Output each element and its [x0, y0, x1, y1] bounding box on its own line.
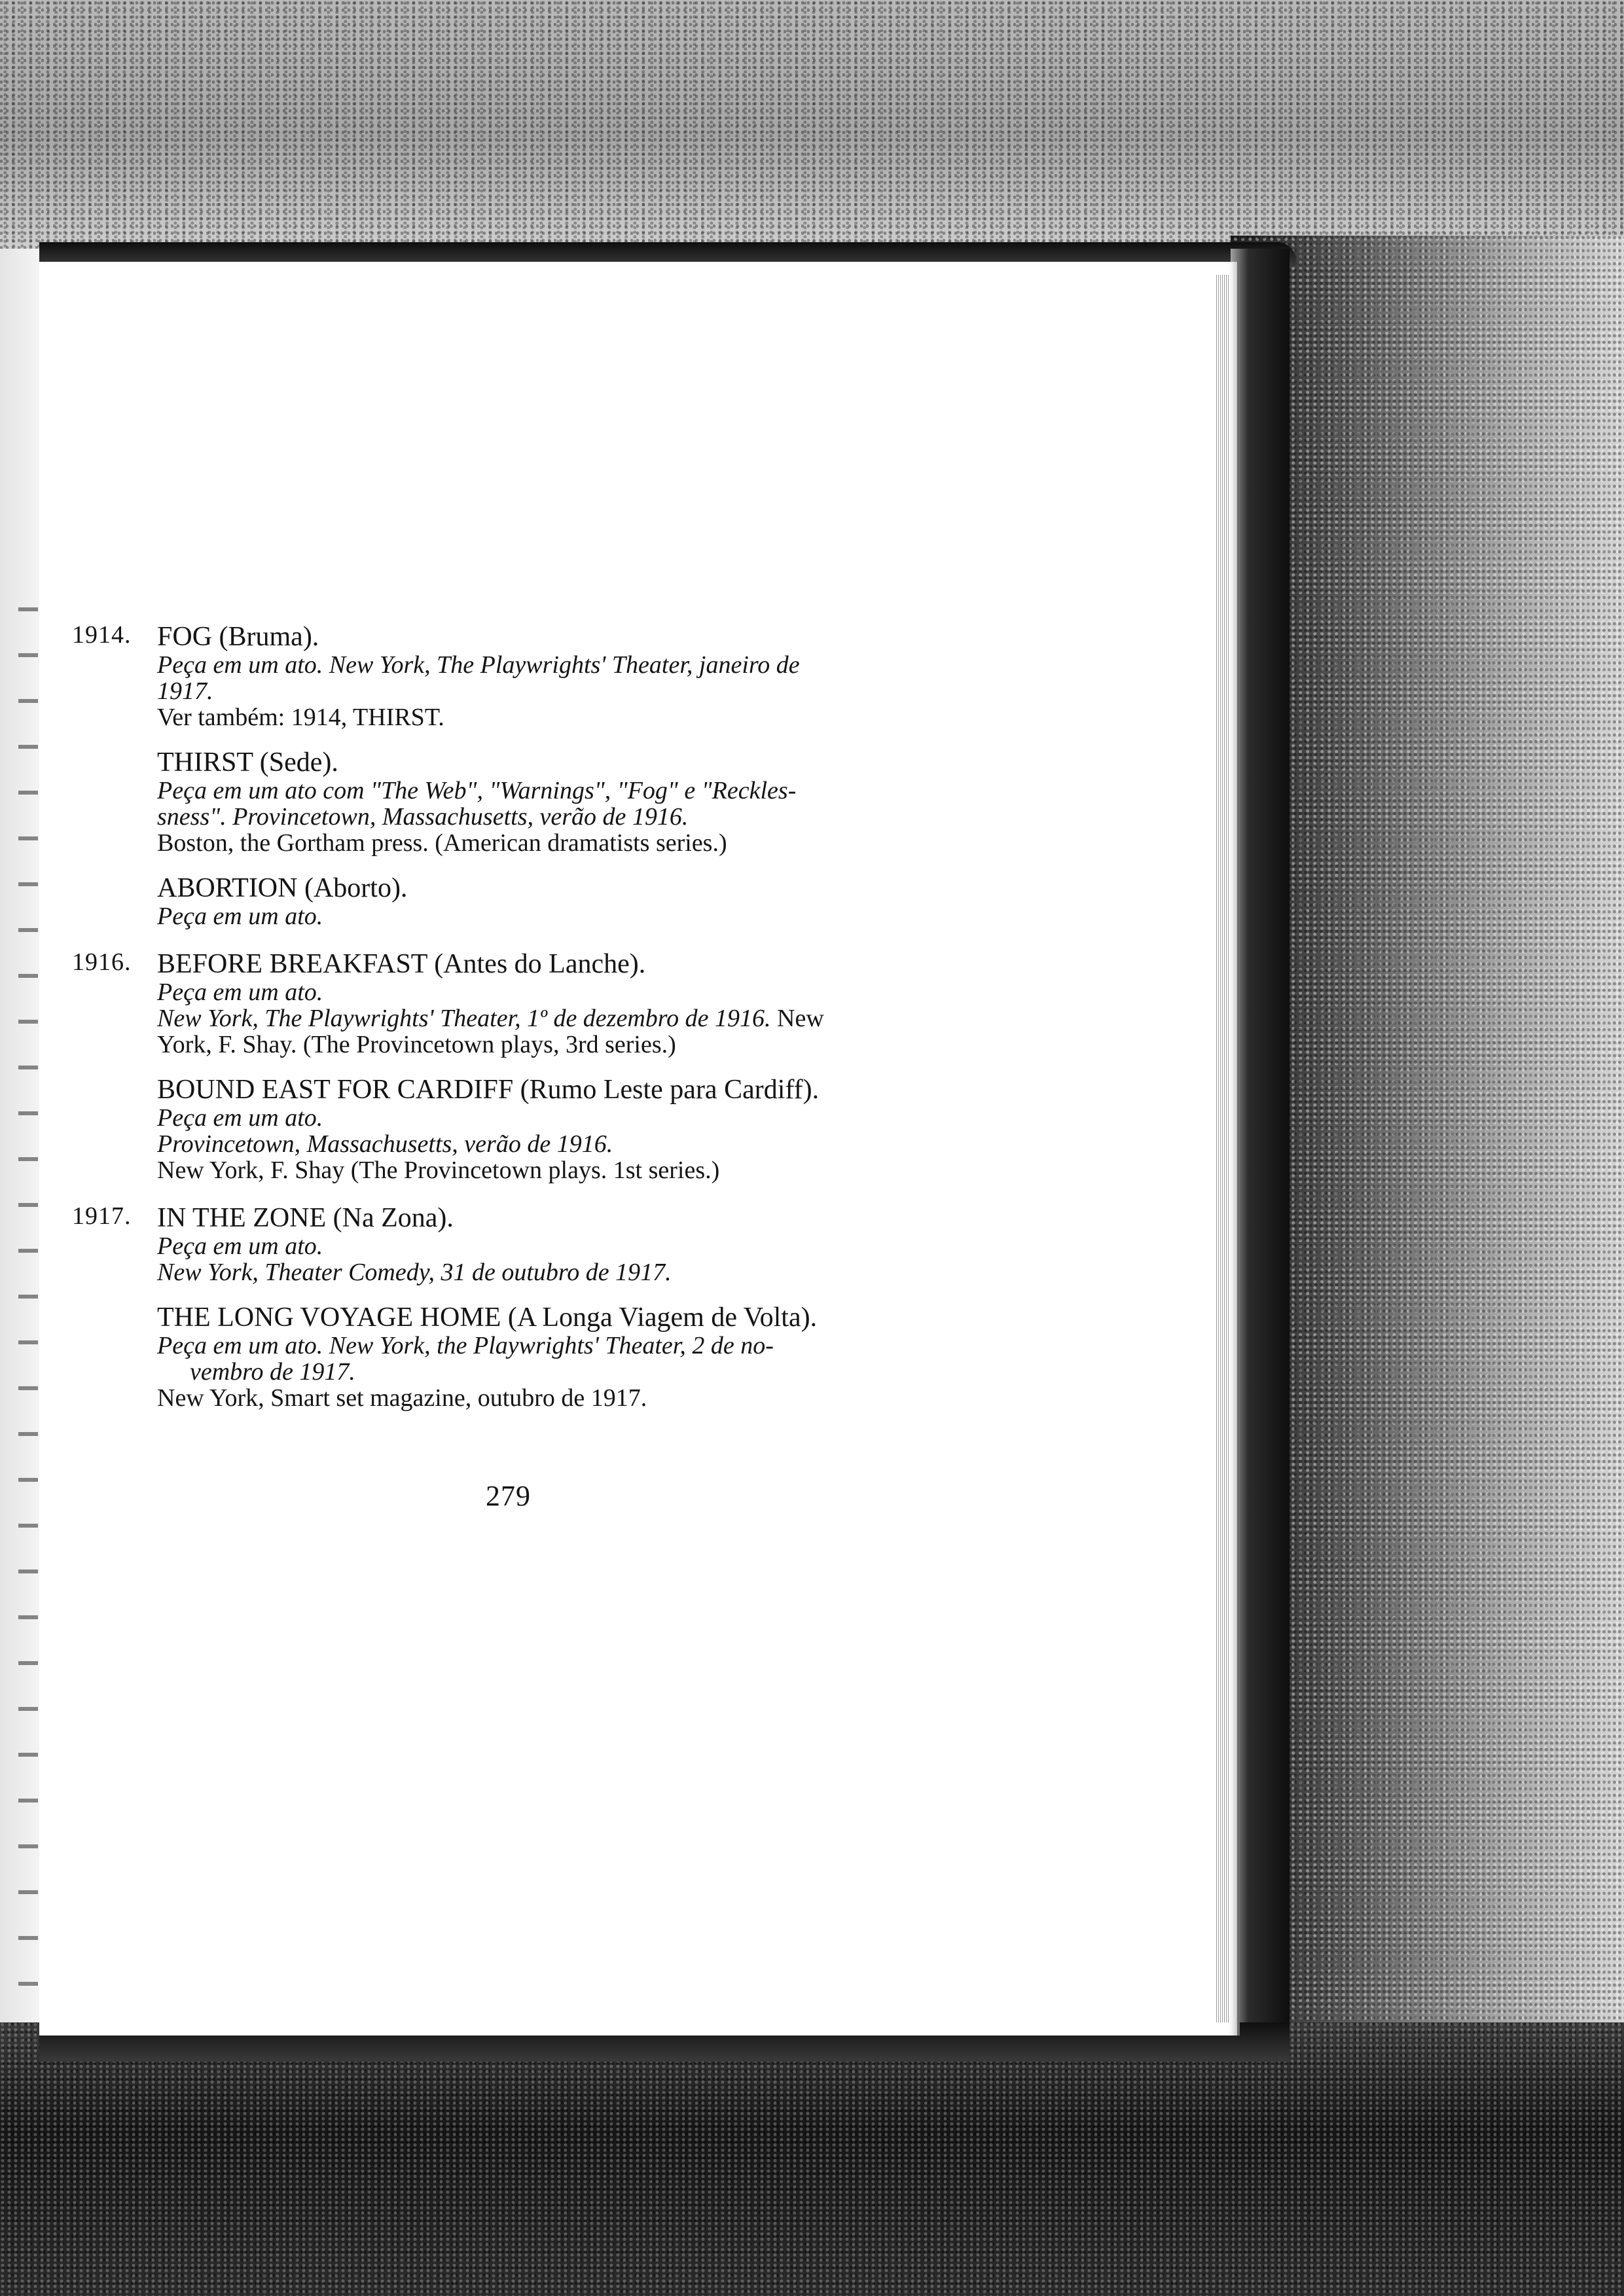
entry-note: Boston, the Gortham press. (American dramatists series.)	[157, 829, 727, 857]
entry-the-long-voyage-home	[157, 1302, 1054, 1411]
entry-description: 1917.	[157, 677, 213, 705]
bibliography-list	[72, 622, 1054, 1431]
entry-description: Peça em um ato.	[157, 978, 323, 1006]
page-number: 279	[486, 1480, 531, 1512]
year-block-1914	[72, 622, 1054, 929]
entry-description: Provincetown, Massachusetts, verão de 1916.	[157, 1130, 613, 1158]
year-label: 1914.	[72, 621, 132, 649]
entry-description: sness". Provincetown, Massachusetts, verão de 1916.	[157, 803, 689, 831]
entry-title: IN THE ZONE (Na Zona).	[157, 1203, 454, 1233]
year-entries	[157, 622, 1054, 929]
entry-note: York, F. Shay. (The Provincetown plays, 3rd series.)	[157, 1031, 676, 1058]
entry-title: BOUND EAST FOR CARDIFF (Rumo Leste para Cardiff).	[157, 1075, 820, 1105]
entry-description: Peça em um ato.	[157, 1104, 323, 1132]
scan-noise-bottom	[0, 2022, 1624, 2296]
binding-hole-marks	[18, 569, 38, 1996]
entry-description: New York, Theater Comedy, 31 de outubro de 1917.	[157, 1259, 672, 1286]
entry-before-breakfast	[157, 949, 1054, 1058]
entry-note: New York, Smart set magazine, outubro de 1917.	[157, 1384, 647, 1412]
year-label: 1917.	[72, 1202, 132, 1230]
entry-description-continued: vembro de 1917.	[190, 1358, 355, 1386]
entry-description: New York, The Playwrights' Theater, 1º de dezembro de 1916.	[157, 1005, 771, 1032]
year-block-1916	[72, 949, 1054, 1183]
year-label: 1916.	[72, 948, 132, 976]
entry-description: Peça em um ato com "The Web", "Warnings", "Fog" e "Reckles-	[157, 777, 797, 804]
scan-noise-top	[0, 0, 1624, 249]
entry-description-line	[157, 1005, 1054, 1031]
entry-description: Peça em um ato.	[157, 1232, 323, 1260]
entry-thirst	[157, 747, 1054, 856]
entry-note-inline: New	[777, 1005, 824, 1032]
entry-title: THIRST (Sede).	[157, 747, 338, 778]
entry-note: New York, F. Shay (The Provincetown plays. 1st series.)	[157, 1157, 720, 1184]
entry-title: ABORTION (Aborto).	[157, 873, 408, 903]
year-entries	[157, 949, 1054, 1183]
scan-noise-right	[1231, 236, 1624, 2055]
entry-bound-east-for-cardiff	[157, 1075, 1054, 1183]
entry-description: Peça em um ato. New York, The Playwrights' Theater, janeiro de	[157, 651, 800, 679]
entry-abortion	[157, 873, 1054, 929]
entry-title: THE LONG VOYAGE HOME (A Longa Viagem de Volta).	[157, 1302, 818, 1333]
page-edge-lines	[1215, 275, 1229, 2022]
entry-in-the-zone	[157, 1203, 1054, 1285]
entry-title: FOG (Bruma).	[157, 622, 319, 652]
entry-description: Peça em um ato.	[157, 903, 323, 930]
entry-description: Peça em um ato. New York, the Playwrights' Theater, 2 de no-	[157, 1332, 774, 1359]
entry-title: BEFORE BREAKFAST (Antes do Lanche).	[157, 949, 646, 979]
entry-fog	[157, 622, 1054, 730]
entry-note: Ver também: 1914, THIRST.	[157, 704, 444, 731]
year-block-1917	[72, 1203, 1054, 1411]
year-entries	[157, 1203, 1054, 1411]
